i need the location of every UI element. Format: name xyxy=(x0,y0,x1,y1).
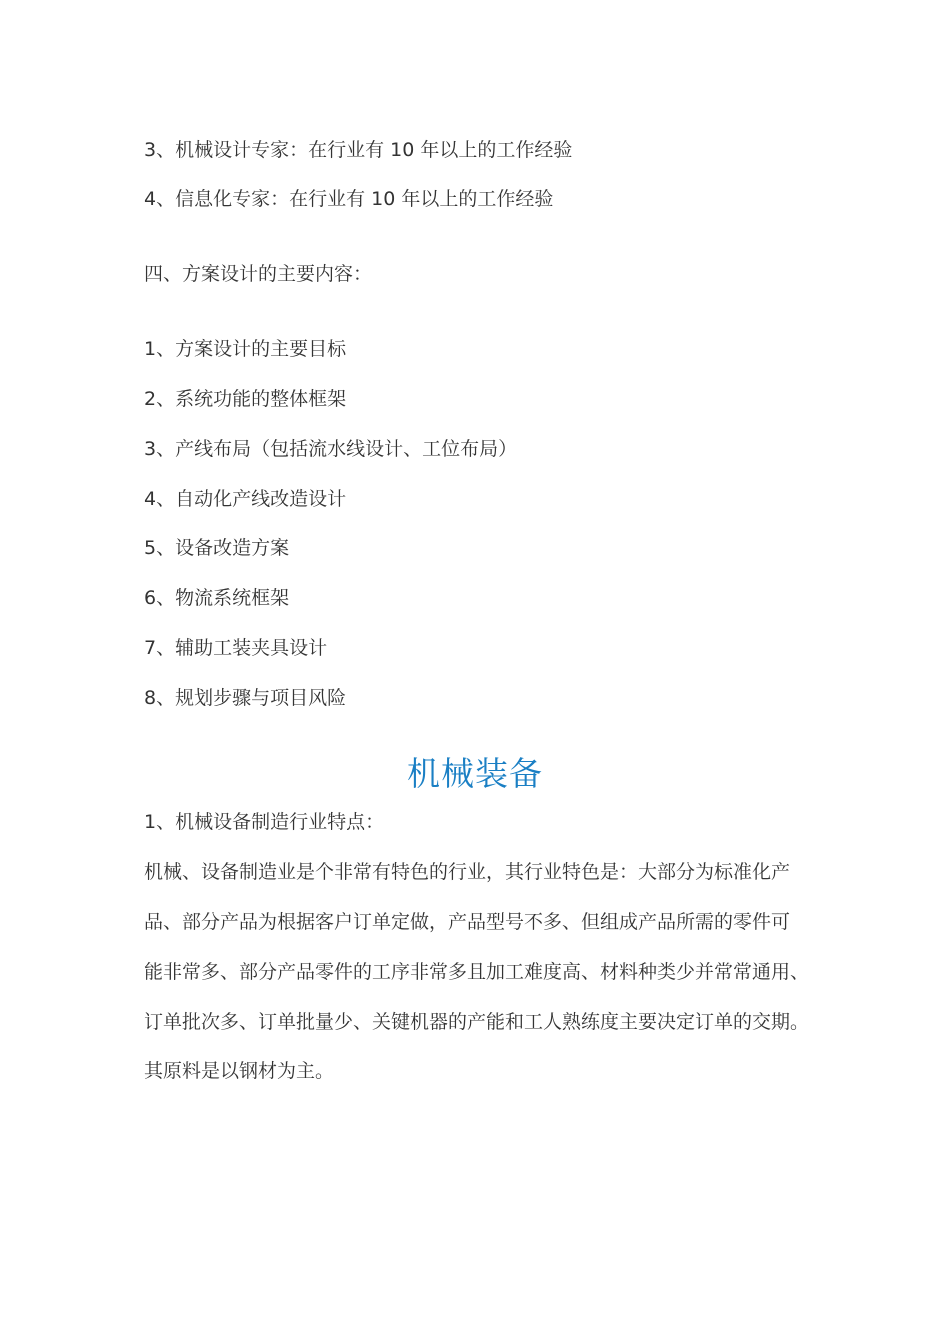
list-item: 5、设备改造方案 xyxy=(144,537,290,559)
section-heading: 机械装备 xyxy=(407,754,543,793)
paragraph-line: 机械、设备制造业是个非常有特色的行业，其行业特色是：大部分为标准化产 xyxy=(144,861,791,883)
paragraph-line: 订单批次多、订单批量少、关键机器的产能和工人熟练度主要决定订单的交期。 xyxy=(144,1011,810,1033)
list-item: 3、产线布局（包括流水线设计、工位布局） xyxy=(144,438,518,460)
list-item: 2、系统功能的整体框架 xyxy=(144,388,347,410)
list-item: 1、方案设计的主要目标 xyxy=(144,338,347,360)
list-item: 8、规划步骤与项目风险 xyxy=(144,687,347,709)
expert-line-mechanical: 3、机械设计专家：在行业有 10 年以上的工作经验 xyxy=(144,139,573,161)
expert-line-it: 4、信息化专家：在行业有 10 年以上的工作经验 xyxy=(144,188,554,210)
subsection-title: 1、机械设备制造行业特点： xyxy=(144,811,385,833)
paragraph-line: 品、部分产品为根据客户订单定做，产品型号不多、但组成产品所需的零件可 xyxy=(144,911,791,933)
list-item: 7、辅助工装夹具设计 xyxy=(144,637,328,659)
paragraph-line: 其原料是以钢材为主。 xyxy=(144,1060,335,1082)
section-title: 四、方案设计的主要内容： xyxy=(144,263,373,285)
paragraph-line: 能非常多、部分产品零件的工序非常多且加工难度高、材料种类少并常常通用、 xyxy=(144,961,810,983)
list-item: 6、物流系统框架 xyxy=(144,587,290,609)
list-item: 4、自动化产线改造设计 xyxy=(144,488,347,510)
